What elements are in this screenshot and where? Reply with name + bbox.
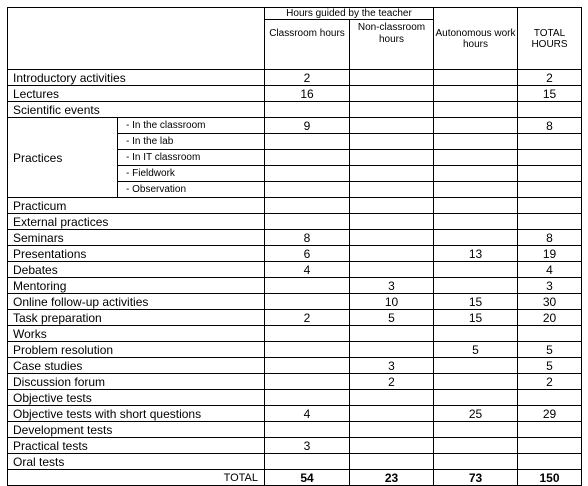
sub-row-label: - Observation — [118, 182, 265, 198]
cell-classroom — [265, 150, 350, 166]
cell-nonclassroom — [350, 438, 434, 454]
cell-nonclassroom — [350, 198, 434, 214]
table-row-scientific — [8, 102, 582, 118]
cell-total — [518, 390, 582, 406]
table-row-seminars — [8, 230, 582, 246]
table-row-practices-classroom — [8, 118, 582, 134]
cell-classroom — [265, 358, 350, 374]
table-row-case — [8, 358, 582, 374]
sub-row-label: - In the lab — [118, 134, 265, 150]
row-label: Development tests — [8, 422, 265, 438]
cell-autonomous — [434, 358, 518, 374]
cell-classroom — [265, 278, 350, 294]
total-hours: 150 — [518, 470, 582, 486]
sub-row-label: - Fieldwork — [118, 166, 265, 182]
row-label: Task preparation — [8, 310, 265, 326]
cell-nonclassroom — [350, 134, 434, 150]
header-row-group — [8, 8, 582, 20]
cell-classroom: 9 — [265, 118, 350, 134]
cell-total: 20 — [518, 310, 582, 326]
table-row-external — [8, 214, 582, 230]
cell-nonclassroom — [350, 214, 434, 230]
cell-autonomous — [434, 166, 518, 182]
cell-autonomous — [434, 118, 518, 134]
table-row-forum — [8, 374, 582, 390]
cell-nonclassroom: 3 — [350, 278, 434, 294]
total-autonomous: 73 — [434, 470, 518, 486]
cell-nonclassroom: 2 — [350, 374, 434, 390]
cell-nonclassroom — [350, 230, 434, 246]
cell-classroom — [265, 166, 350, 182]
cell-classroom — [265, 102, 350, 118]
row-label: Mentoring — [8, 278, 265, 294]
row-label: Introductory activities — [8, 70, 265, 86]
table-row-practicum — [8, 198, 582, 214]
header-autonomous: Autonomous work hours — [434, 8, 518, 70]
cell-nonclassroom — [350, 150, 434, 166]
cell-nonclassroom — [350, 102, 434, 118]
cell-nonclassroom — [350, 246, 434, 262]
cell-total — [518, 134, 582, 150]
cell-nonclassroom — [350, 406, 434, 422]
cell-total: 2 — [518, 70, 582, 86]
cell-total — [518, 198, 582, 214]
cell-total: 15 — [518, 86, 582, 102]
cell-classroom: 6 — [265, 246, 350, 262]
row-label: Practicum — [8, 198, 265, 214]
cell-autonomous — [434, 454, 518, 470]
cell-classroom — [265, 182, 350, 198]
total-classroom: 54 — [265, 470, 350, 486]
cell-autonomous — [434, 214, 518, 230]
cell-autonomous — [434, 422, 518, 438]
header-nonclassroom: Non-classroom hours — [350, 20, 434, 70]
cell-autonomous — [434, 198, 518, 214]
cell-total — [518, 166, 582, 182]
cell-autonomous — [434, 390, 518, 406]
table-row-practical — [8, 438, 582, 454]
table-row-objective — [8, 390, 582, 406]
cell-nonclassroom — [350, 422, 434, 438]
cell-autonomous: 15 — [434, 294, 518, 310]
sub-row-label: - In IT classroom — [118, 150, 265, 166]
cell-classroom — [265, 326, 350, 342]
cell-autonomous — [434, 230, 518, 246]
header-guided-group: Hours guided by the teacher — [265, 8, 434, 20]
cell-classroom — [265, 342, 350, 358]
cell-classroom: 8 — [265, 230, 350, 246]
table-row-oral — [8, 454, 582, 470]
cell-autonomous — [434, 278, 518, 294]
cell-total — [518, 150, 582, 166]
cell-autonomous: 5 — [434, 342, 518, 358]
header-blank-cell — [8, 8, 265, 70]
cell-nonclassroom — [350, 342, 434, 358]
practices-label: Practices — [8, 118, 118, 198]
row-label: Online follow-up activities — [8, 294, 265, 310]
cell-total: 4 — [518, 262, 582, 278]
cell-classroom — [265, 198, 350, 214]
header-classroom: Classroom hours — [265, 20, 350, 70]
cell-autonomous — [434, 134, 518, 150]
cell-total: 2 — [518, 374, 582, 390]
row-label: Presentations — [8, 246, 265, 262]
cell-nonclassroom — [350, 326, 434, 342]
table-row-lectures — [8, 86, 582, 102]
cell-autonomous — [434, 86, 518, 102]
table-row-totals — [8, 470, 582, 486]
hours-table — [7, 7, 582, 486]
row-label: Case studies — [8, 358, 265, 374]
table-row-presentations — [8, 246, 582, 262]
cell-classroom — [265, 214, 350, 230]
table-row-intro — [8, 70, 582, 86]
table-row-online — [8, 294, 582, 310]
cell-nonclassroom — [350, 118, 434, 134]
cell-autonomous — [434, 70, 518, 86]
cell-total — [518, 102, 582, 118]
cell-nonclassroom: 5 — [350, 310, 434, 326]
cell-total — [518, 422, 582, 438]
cell-nonclassroom — [350, 166, 434, 182]
cell-total: 8 — [518, 118, 582, 134]
cell-nonclassroom — [350, 70, 434, 86]
cell-total — [518, 214, 582, 230]
cell-autonomous: 25 — [434, 406, 518, 422]
cell-autonomous: 13 — [434, 246, 518, 262]
cell-classroom — [265, 422, 350, 438]
cell-classroom — [265, 454, 350, 470]
row-label: Works — [8, 326, 265, 342]
cell-nonclassroom — [350, 86, 434, 102]
header-total: TOTAL HOURS — [518, 8, 582, 70]
cell-total — [518, 454, 582, 470]
row-label: Discussion forum — [8, 374, 265, 390]
cell-classroom: 2 — [265, 70, 350, 86]
cell-total: 5 — [518, 342, 582, 358]
total-nonclassroom: 23 — [350, 470, 434, 486]
totals-label: TOTAL — [8, 470, 265, 486]
table-row-problem — [8, 342, 582, 358]
cell-autonomous — [434, 150, 518, 166]
cell-total: 3 — [518, 278, 582, 294]
cell-total: 19 — [518, 246, 582, 262]
cell-nonclassroom: 3 — [350, 358, 434, 374]
cell-classroom: 4 — [265, 406, 350, 422]
cell-total — [518, 438, 582, 454]
cell-classroom — [265, 294, 350, 310]
cell-autonomous — [434, 262, 518, 278]
cell-total: 30 — [518, 294, 582, 310]
cell-total: 8 — [518, 230, 582, 246]
cell-classroom: 3 — [265, 438, 350, 454]
row-label: Debates — [8, 262, 265, 278]
sub-row-label: - In the classroom — [118, 118, 265, 134]
row-label: Scientific events — [8, 102, 265, 118]
table-row-development — [8, 422, 582, 438]
cell-classroom: 16 — [265, 86, 350, 102]
cell-autonomous — [434, 326, 518, 342]
cell-autonomous — [434, 102, 518, 118]
cell-nonclassroom — [350, 182, 434, 198]
cell-classroom — [265, 390, 350, 406]
cell-classroom: 4 — [265, 262, 350, 278]
cell-total: 29 — [518, 406, 582, 422]
row-label: Seminars — [8, 230, 265, 246]
table-row-works — [8, 326, 582, 342]
row-label: Oral tests — [8, 454, 265, 470]
cell-nonclassroom — [350, 262, 434, 278]
row-label: Practical tests — [8, 438, 265, 454]
row-label: Objective tests with short questions — [8, 406, 265, 422]
row-label: Lectures — [8, 86, 265, 102]
table-row-mentoring — [8, 278, 582, 294]
table-row-debates — [8, 262, 582, 278]
row-label: Problem resolution — [8, 342, 265, 358]
cell-total — [518, 182, 582, 198]
cell-classroom: 2 — [265, 310, 350, 326]
cell-classroom — [265, 134, 350, 150]
cell-nonclassroom: 10 — [350, 294, 434, 310]
cell-nonclassroom — [350, 390, 434, 406]
row-label: External practices — [8, 214, 265, 230]
table-row-task — [8, 310, 582, 326]
cell-classroom — [265, 374, 350, 390]
row-label: Objective tests — [8, 390, 265, 406]
cell-total: 5 — [518, 358, 582, 374]
cell-nonclassroom — [350, 454, 434, 470]
cell-autonomous — [434, 438, 518, 454]
cell-autonomous — [434, 374, 518, 390]
table-row-objective-short — [8, 406, 582, 422]
cell-autonomous: 15 — [434, 310, 518, 326]
cell-autonomous — [434, 182, 518, 198]
cell-total — [518, 326, 582, 342]
